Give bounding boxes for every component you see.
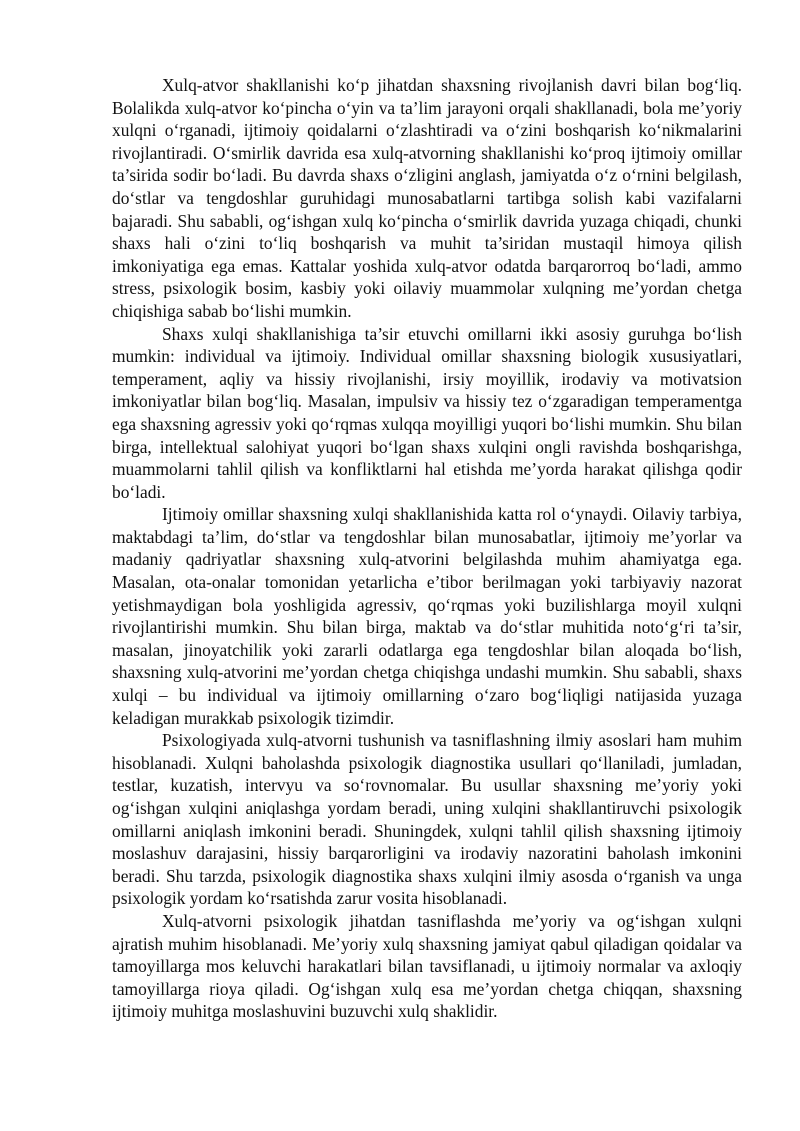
paragraph-2: Shaxs xulqi shakllanishiga ta’sir etuvchi omillarni ikki asosiy guruhga bo‘lish mumkin: individual va ijtimoiy. Individual omillar shaxsning biologik xususiyatlari, temperament, aqliy va hissiy rivojlanishi, irsiy moyillik, irodaviy va motivatsion imkoniyatlar bilan bog‘liq. Masalan, impulsiv va hissiy tez o‘zgaradigan temperamentga ega shaxsning agressiv yoki qo‘rqmas xulqqa moyilligi yuqori bo‘lishi mumkin. Shu bilan birga, intellektual salohiyat yuqori bo‘lgan shaxs xulqini ongli ravishda boshqarishga, muammolarni tahlil qilish va konfliktlarni hal etishda me’yorda harakat qilishga qodir bo‘ladi.: [112, 323, 742, 502]
paragraph-1: Xulq-atvor shakllanishi ko‘p jihatdan shaxsning rivojlanish davri bilan bog‘liq. Bolalikda xulq-atvor ko‘pincha o‘yin va ta’lim jarayoni orqali shakllanadi, bola me’yoriy xulqni o‘rganadi, ijtimoiy qoidalarni o‘zlashtiradi va o‘zini boshqarish ko‘nikmalarini rivojlantiradi. O‘smirlik davrida esa xulq-atvorning shakllanishi ko‘proq ijtimoiy omillar ta’sirida sodir bo‘ladi. Bu davrda shaxs o‘zligini anglash, jamiyatda o‘z o‘rnini belgilash, do‘stlar va tengdoshlar guruhidagi munosabatlarni tartibga solish kabi vazifalarni bajaradi. Shu sababli, og‘ishgan xulq ko‘pincha o‘smirlik davrida yuzaga chiqadi, chunki shaxs hali o‘zini to‘liq boshqarish va muhit ta’siridan mustaqil himoya qilish imkoniyatiga ega emas. Kattalar yoshida xulq-atvor odatda barqarorroq bo‘ladi, ammo stress, psixologik bosim, kasbiy yoki oilaviy muammolar xulqning me’yordan chetga chiqishiga sabab bo‘lishi mumkin.: [112, 75, 742, 321]
paragraph-4: Psixologiyada xulq-atvorni tushunish va tasniflashning ilmiy asoslari ham muhim hisoblanadi. Xulqni baholashda psixologik diagnostika usullari qo‘llaniladi, jumladan, testlar, kuzatish, intervyu va so‘rovnomalar. Bu usullar shaxsning me’yoriy yoki og‘ishgan xulqini aniqlashga yordam beradi, uning xulqini shakllantiruvchi psixologik omillarni aniqlash imkonini beradi. Shuningdek, xulqni tahlil qilish shaxsning ijtimoiy moslashuv darajasini, hissiy barqarorligini va irodaviy nazoratini baholash imkonini beradi. Shu tarzda, psixologik diagnostika shaxs xulqini ilmiy asosda o‘rganish va unga psixologik yordam ko‘rsatishda zarur vosita hisoblanadi.: [112, 730, 742, 909]
paragraph-5: Xulq-atvorni psixologik jihatdan tasniflashda me’yoriy va og‘ishgan xulqni ajratish muhim hisoblanadi. Me’yoriy xulq shaxsning jamiyat qabul qiladigan qoidalar va tamoyillarga mos keluvchi harakatlari bilan tavsiflanadi, u ijtimoiy normalar va axloqiy tamoyillarga rioya qiladi. Og‘ishgan xulq esa me’yordan chetga chiqqan, shaxsning ijtimoiy muhitga moslashuvini buzuvchi xulq shaklidir.: [112, 910, 742, 1022]
paragraph-3: Ijtimoiy omillar shaxsning xulqi shakllanishida katta rol o‘ynaydi. Oilaviy tarbiya, maktabdagi ta’lim, do‘stlar va tengdoshlar bilan munosabatlar, ijtimoiy me’yorlar va madaniy qadriyatlar shaxsning xulq-atvorini belgilashda muhim ahamiyatga ega. Masalan, ota-onalar tomonidan yetarlicha e’tibor berilmagan yoki tarbiyaviy nazorat yetishmaydigan bola yoshligida agressiv, qo‘rqmas yoki buzilishlarga moyil xulqni rivojlantirishi mumkin. Shu bilan birga, maktab va do‘stlar muhitida noto‘g‘ri ta’sir, masalan, jinoyatchilik yoki zararli odatlarga ega tengdoshlar bilan aloqada bo‘lish, shaxsning xulq-atvorini me’yordan chetga chiqishga undashi mumkin. Shu sababli, shaxs xulqi – bu individual va ijtimoiy omillarning o‘zaro bog‘liqligi natijasida yuzaga keladigan murakkab psixologik tizimdir.: [112, 504, 742, 728]
document-body: [112, 74, 742, 1023]
